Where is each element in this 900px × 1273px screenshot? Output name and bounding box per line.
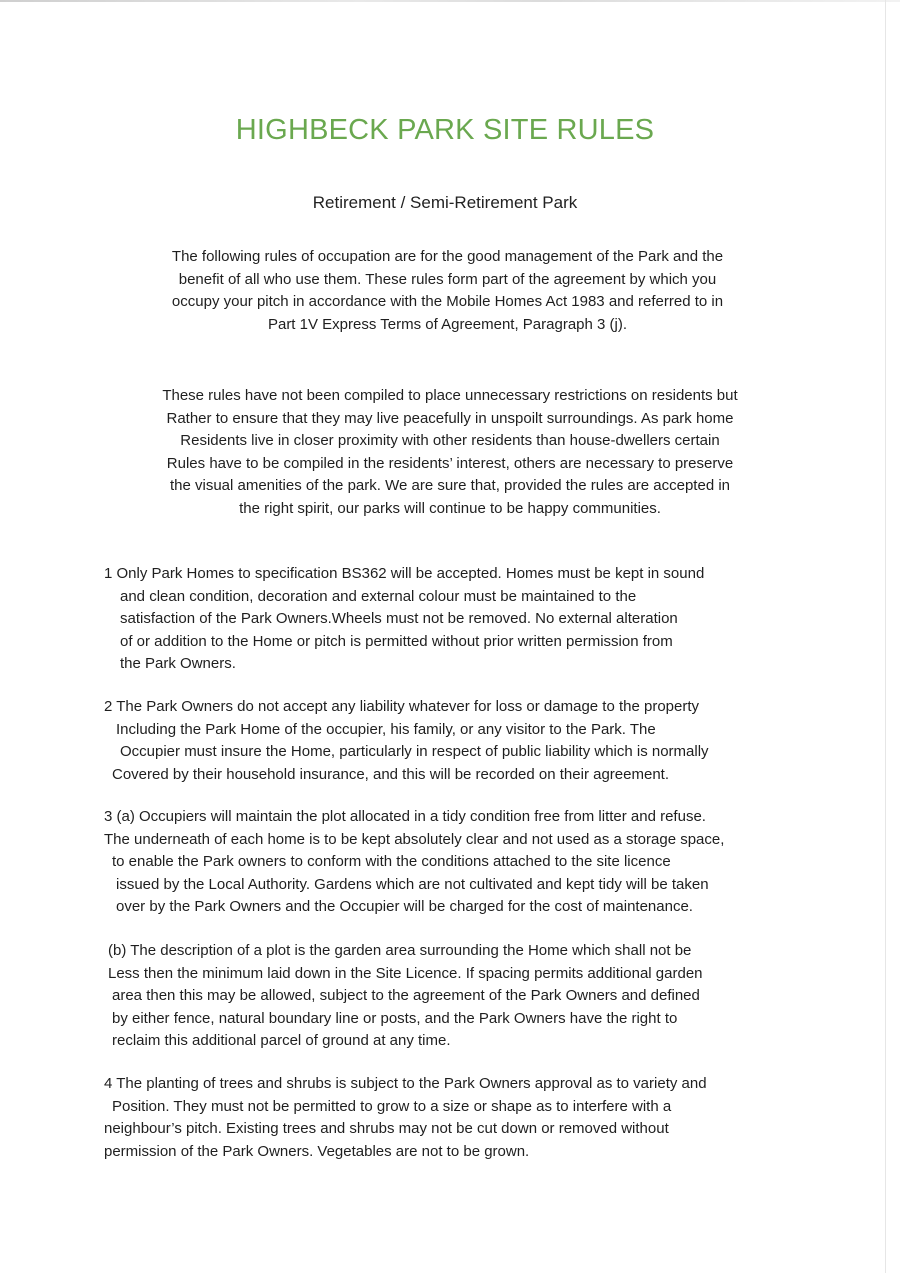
rule-1-line: 1 Only Park Homes to specification BS362 will be accepted. Homes must be kept in sound — [104, 565, 705, 582]
page-subtitle: Retirement / Semi-Retirement Park — [312, 193, 578, 212]
rule-3a — [104, 806, 824, 919]
rule-1-line: satisfaction of the Park Owners.Wheels must not be removed. No external alteration — [120, 610, 678, 627]
rule-2-line: 2 The Park Owners do not accept any liability whatever for loss or damage to the property — [104, 698, 700, 715]
intro-2-line: the visual amenities of the park. We are sure that, provided the rules are accepted in — [169, 477, 731, 494]
rule-4-line: Position. They must not be permitted to grow to a size or shape as to interfere with a — [112, 1097, 672, 1115]
intro-1-line: occupy your pitch in accordance with the Mobile Homes Act 1983 and referred to in — [171, 293, 724, 310]
rule-3a-line: to enable the Park owners to conform with the conditions attached to the site licence — [112, 853, 671, 870]
rule-3a-line: The underneath of each home is to be kept absolutely clear and not used as a storage space, — [104, 830, 725, 848]
intro-2-line: Residents live in closer proximity with other residents than house-dwellers certain — [180, 432, 720, 449]
rule-4 — [104, 1073, 804, 1163]
rule-1 — [104, 563, 804, 676]
rule-3a-line: issued by the Local Authority. Gardens which are not cultivated and kept tidy will be taken — [116, 875, 709, 893]
rule-4-line: 4 The planting of trees and shrubs is subject to the Park Owners approval as to variety and — [104, 1075, 707, 1092]
intro-1-line: Part 1V Express Terms of Agreement, Paragraph 3 (j). — [267, 315, 628, 333]
rule-4-line: neighbour’s pitch. Existing trees and shrubs may not be cut down or removed without — [104, 1120, 669, 1137]
rule-3b-line: reclaim this additional parcel of ground at any time. — [112, 1032, 451, 1049]
intro-paragraph-2 — [110, 385, 790, 520]
rule-1-line: of or addition to the Home or pitch is permitted without prior written permission from — [120, 632, 673, 650]
intro-paragraph-1 — [110, 246, 785, 336]
intro-2-line: Rather to ensure that they may live peacefully in unspoilt surroundings. As park home — [166, 409, 734, 427]
scan-edge-top — [0, 0, 900, 2]
page-title: HIGHBECK PARK SITE RULES — [235, 114, 655, 146]
intro-2-line: These rules have not been compiled to place unnecessary restrictions on residents but — [162, 387, 738, 404]
rule-1-line: and clean condition, decoration and external colour must be maintained to the — [120, 587, 637, 605]
scan-edge-right — [885, 0, 886, 1273]
rule-3b-line: (b) The description of a plot is the garden area surrounding the Home which shall not be — [108, 942, 692, 959]
intro-1-line: benefit of all who use them. These rules form part of the agreement by which you — [178, 270, 717, 288]
intro-2-line: Rules have to be compiled in the residents’ interest, others are necessary to preserve — [166, 454, 734, 472]
rule-3b-line: by either fence, natural boundary line or posts, and the Park Owners have the right to — [112, 1009, 678, 1027]
rule-4-line: permission of the Park Owners. Vegetables are not to be grown. — [104, 1142, 530, 1160]
rule-2-line: Including the Park Home of the occupier, his family, or any visitor to the Park. The — [116, 720, 656, 738]
rule-3a-line: over by the Park Owners and the Occupier will be charged for the cost of maintenance. — [116, 898, 693, 915]
rule-3b-line: Less then the minimum laid down in the Site Licence. If spacing permits additional garden — [108, 964, 703, 982]
rule-3b-line: area then this may be allowed, subject to the agreement of the Park Owners and defined — [112, 987, 700, 1004]
rule-2-line: Covered by their household insurance, and this will be recorded on their agreement. — [112, 765, 669, 783]
rule-2-line: Occupier must insure the Home, particularly in respect of public liability which is normally — [120, 743, 709, 760]
intro-2-line: the right spirit, our parks will continue to be happy communities. — [239, 499, 661, 517]
rule-3b — [108, 940, 808, 1053]
rule-2 — [104, 696, 804, 786]
rule-1-line: the Park Owners. — [120, 655, 236, 672]
intro-1-line: The following rules of occupation are for the good management of the Park and the — [171, 248, 724, 265]
rule-3a-line: 3 (a) Occupiers will maintain the plot allocated in a tidy condition free from litter and refuse. — [104, 808, 706, 825]
